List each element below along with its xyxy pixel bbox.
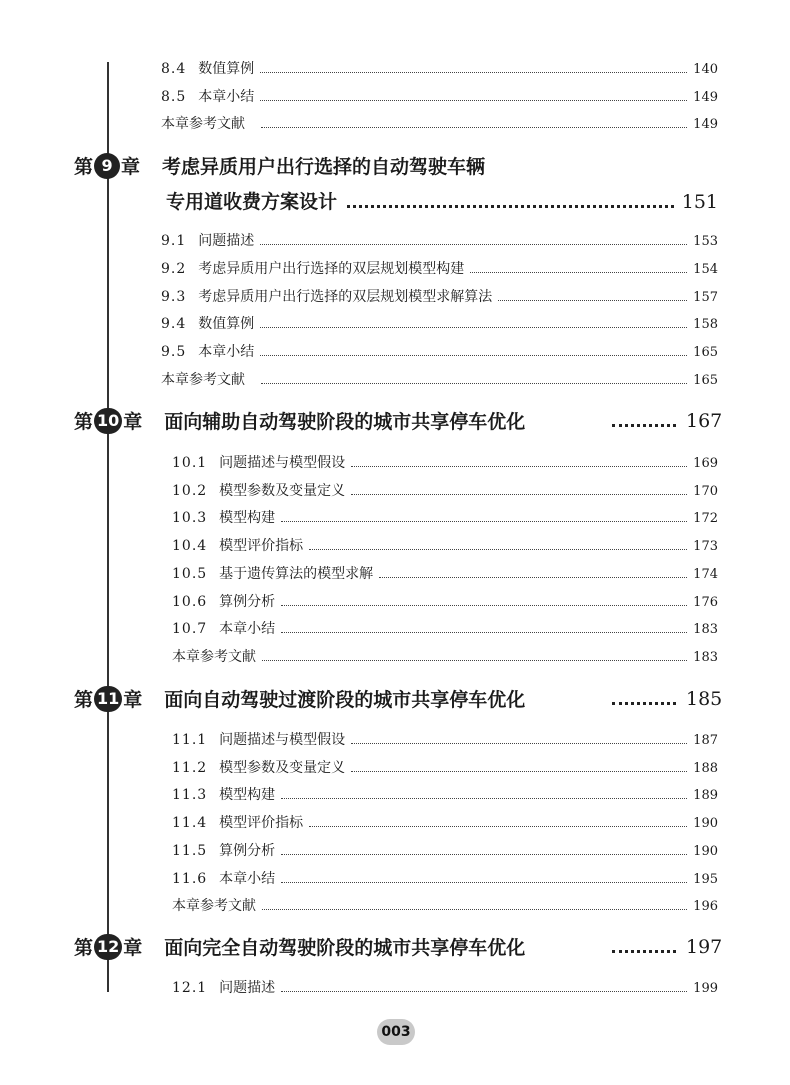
toc-entry-10-4[interactable]: [172, 537, 718, 556]
chapter-heading-9-line2[interactable]: [166, 187, 718, 214]
page-ref: 172: [693, 511, 718, 526]
section-number: 9.5: [161, 344, 187, 360]
dot-leader: [260, 355, 687, 356]
page-ref: 199: [693, 981, 718, 996]
chapter-heading-9[interactable]: [74, 152, 485, 179]
section-title: 模型构建: [219, 787, 276, 803]
references-title: 本章参考文献: [172, 898, 256, 914]
dot-leader: [309, 826, 687, 827]
dot-leader: [281, 521, 687, 522]
page-ref: 189: [693, 788, 718, 803]
toc-entry-11-5[interactable]: [172, 842, 718, 861]
dot-leader: [281, 854, 687, 855]
page-ref: 149: [693, 117, 718, 132]
page-ref: 154: [693, 262, 718, 277]
dot-leader: [470, 272, 687, 273]
page-ref: 190: [693, 844, 718, 859]
dot-leader: [347, 205, 674, 208]
dot-leader: [281, 798, 687, 799]
toc-entry-11-3[interactable]: [172, 786, 718, 805]
chapter-heading-10[interactable]: [74, 407, 525, 434]
toc-entry-ref-8[interactable]: [161, 115, 718, 134]
page-ref: 187: [693, 733, 718, 748]
page-ref: 157: [693, 290, 718, 305]
dot-leader: [351, 743, 687, 744]
dot-leader: [612, 950, 676, 953]
chapter-number-badge: 10: [94, 408, 122, 434]
dot-leader: [281, 632, 687, 633]
section-title: 模型参数及变量定义: [219, 483, 346, 499]
page-ref: 170: [693, 484, 718, 499]
page-ref: 165: [693, 345, 718, 360]
dot-leader: [281, 991, 687, 992]
dot-leader: [260, 100, 687, 101]
toc-entry-10-2[interactable]: [172, 482, 718, 501]
section-number: 12.1: [172, 980, 208, 996]
page-ref: 190: [693, 816, 718, 831]
chapter-prefix: 第: [74, 156, 94, 178]
dot-leader: [612, 424, 676, 427]
chapter-page-ref: 167: [686, 410, 723, 432]
page-ref: 169: [693, 456, 718, 471]
toc-entry-8-5[interactable]: [161, 88, 718, 107]
chapter-title-continued: 专用道收费方案设计: [166, 191, 338, 213]
section-title: 本章小结: [219, 871, 276, 887]
chapter-page-ref: 185: [686, 688, 723, 710]
dot-leader: [261, 127, 687, 128]
page-ref: 176: [693, 595, 718, 610]
chapter-title: 考虑异质用户出行选择的自动驾驶车辆: [162, 156, 486, 178]
toc-entry-11-6[interactable]: [172, 870, 718, 889]
dot-leader: [260, 327, 687, 328]
dot-leader: [261, 383, 687, 384]
toc-entry-9-4[interactable]: [161, 315, 718, 334]
dot-leader: [379, 577, 687, 578]
section-title: 问题描述: [198, 233, 255, 249]
dot-leader: [260, 244, 687, 245]
page-ref: 149: [693, 90, 718, 105]
chapter-page-ref: 151: [681, 191, 718, 213]
section-title: 问题描述与模型假设: [219, 732, 346, 748]
chapter-page-ref: 197: [686, 936, 723, 958]
section-number: 9.1: [161, 233, 187, 249]
chapter-10-leader: [612, 410, 722, 433]
page-ref: 195: [693, 872, 718, 887]
chapter-title: 面向自动驾驶过渡阶段的城市共享停车优化: [164, 689, 526, 711]
references-title: 本章参考文献: [172, 649, 256, 665]
chapter-12-leader: [612, 936, 722, 959]
chapter-suffix: 章: [123, 937, 143, 959]
section-title: 本章小结: [198, 89, 255, 105]
toc-entry-ref-9[interactable]: [161, 371, 718, 390]
chapter-suffix: 章: [121, 156, 141, 178]
chapter-heading-12[interactable]: [74, 933, 525, 960]
page-ref: 173: [693, 539, 718, 554]
margin-rule: [107, 62, 109, 992]
toc-entry-10-1[interactable]: [172, 454, 718, 473]
section-number: 9.2: [161, 261, 187, 277]
toc-entry-10-6[interactable]: [172, 593, 718, 612]
chapter-title: 面向完全自动驾驶阶段的城市共享停车优化: [164, 937, 526, 959]
toc-entry-9-2[interactable]: [161, 260, 718, 279]
section-title: 算例分析: [219, 843, 276, 859]
section-title: 考虑异质用户出行选择的双层规划模型求解算法: [198, 289, 493, 305]
section-number: 8.4: [161, 61, 187, 77]
section-number: 9.4: [161, 316, 187, 332]
section-title: 模型评价指标: [219, 815, 304, 831]
dot-leader: [262, 660, 687, 661]
section-title: 模型评价指标: [219, 538, 304, 554]
toc-entry-9-5[interactable]: [161, 343, 718, 362]
chapter-number-badge: 12: [94, 934, 122, 960]
section-number: 10.7: [172, 621, 208, 637]
chapter-suffix: 章: [123, 689, 143, 711]
chapter-number-badge: 9: [94, 153, 120, 179]
section-number: 11.3: [172, 787, 208, 803]
chapter-11-leader: [612, 688, 722, 711]
section-title: 本章小结: [198, 344, 255, 360]
page-ref: 153: [693, 234, 718, 249]
toc-entry-10-5[interactable]: [172, 565, 718, 584]
toc-entry-9-3[interactable]: [161, 288, 718, 307]
toc-entry-11-2[interactable]: [172, 759, 718, 778]
dot-leader: [309, 549, 687, 550]
dot-leader: [351, 466, 687, 467]
references-title: 本章参考文献: [161, 116, 245, 132]
section-number: 11.1: [172, 732, 208, 748]
section-number: 10.4: [172, 538, 208, 554]
section-number: 10.1: [172, 455, 208, 471]
chapter-heading-11[interactable]: [74, 685, 525, 712]
section-title: 算例分析: [219, 594, 276, 610]
section-number: 10.3: [172, 510, 208, 526]
section-number: 11.4: [172, 815, 208, 831]
page-ref: 188: [693, 761, 718, 776]
dot-leader: [281, 605, 687, 606]
chapter-prefix: 第: [74, 689, 94, 711]
section-title: 问题描述: [219, 980, 276, 996]
references-title: 本章参考文献: [161, 372, 245, 388]
page-ref: 183: [693, 622, 718, 637]
page-number-badge: 003: [377, 1019, 415, 1045]
section-title: 模型参数及变量定义: [219, 760, 346, 776]
dot-leader: [262, 909, 687, 910]
section-number: 9.3: [161, 289, 187, 305]
toc-entry-8-4[interactable]: [161, 60, 718, 79]
section-number: 11.6: [172, 871, 208, 887]
toc-entry-10-7[interactable]: [172, 620, 718, 639]
toc-entry-11-4[interactable]: [172, 814, 718, 833]
toc-entry-ref-11[interactable]: [172, 897, 718, 916]
chapter-suffix: 章: [123, 411, 143, 433]
page-ref: 183: [693, 650, 718, 665]
dot-leader: [351, 771, 687, 772]
toc-entry-9-1[interactable]: [161, 232, 718, 251]
toc-entry-11-1[interactable]: [172, 731, 718, 750]
chapter-prefix: 第: [74, 411, 94, 433]
dot-leader: [351, 494, 687, 495]
section-number: 11.2: [172, 760, 208, 776]
section-number: 10.6: [172, 594, 208, 610]
toc-entry-ref-10[interactable]: [172, 648, 718, 667]
dot-leader: [260, 72, 687, 73]
dot-leader: [498, 300, 687, 301]
section-title: 问题描述与模型假设: [219, 455, 346, 471]
chapter-prefix: 第: [74, 937, 94, 959]
page-ref: 158: [693, 317, 718, 332]
section-title: 数值算例: [198, 61, 255, 77]
section-title: 考虑异质用户出行选择的双层规划模型构建: [198, 261, 465, 277]
page-ref: 174: [693, 567, 718, 582]
chapter-title: 面向辅助自动驾驶阶段的城市共享停车优化: [164, 411, 526, 433]
section-title: 基于遗传算法的模型求解: [219, 566, 374, 582]
dot-leader: [281, 882, 687, 883]
section-number: 11.5: [172, 843, 208, 859]
toc-entry-10-3[interactable]: [172, 509, 718, 528]
section-title: 模型构建: [219, 510, 276, 526]
section-number: 8.5: [161, 89, 187, 105]
section-number: 10.2: [172, 483, 208, 499]
section-number: 10.5: [172, 566, 208, 582]
dot-leader: [612, 702, 676, 705]
toc-entry-12-1[interactable]: [172, 979, 718, 998]
chapter-number-badge: 11: [94, 686, 122, 712]
page-ref: 196: [693, 899, 718, 914]
section-title: 数值算例: [198, 316, 255, 332]
page-ref: 140: [693, 62, 718, 77]
page-ref: 165: [693, 373, 718, 388]
section-title: 本章小结: [219, 621, 276, 637]
